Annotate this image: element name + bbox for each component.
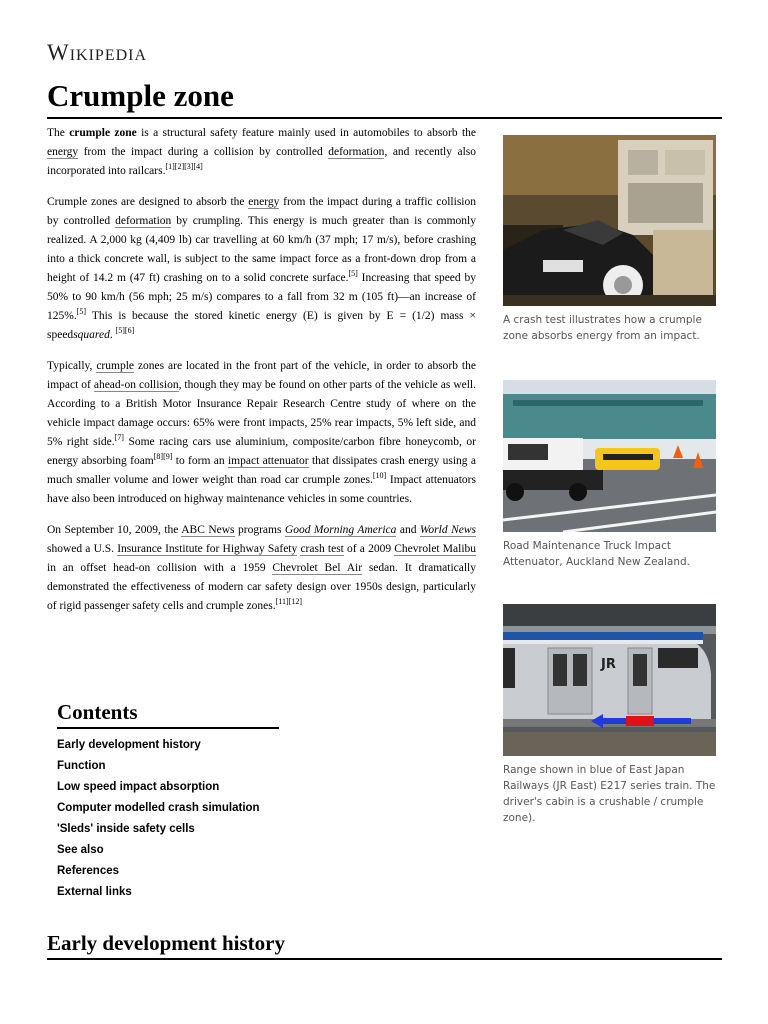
figure-caption: Road Maintenance Truck Impact Attenuator, Auckland New Zealand. [503,540,691,568]
jr-train-image[interactable] [503,604,716,756]
paragraph-1: The crumple zone is a structural safety feature mainly used in automobiles to absorb the energy from the impact during a collision by controlled deformation, and recently also incorporated into railcars.[1][2][3][4] [47,127,476,177]
reference-link[interactable]: [7] [114,433,124,443]
paragraph-3: Typically, crumple zones are located in the front part of the vehicle, in order to absorb the impact of ahead-on collision, though they may be found on other parts of the vehicle as well. According to a British Motor Insurance Repair Research Centre study of where on the vehicle impact damage occurs: 65% were front impacts, 25% rear impacts, 5% left side, and 5% right side.[7] Some racing cars use aluminium, composite/carbon fibre honeycomb, or energy absorbing foam[8][9] to form an impact attenuator that dissipates crash energy using a much smaller volume and lower weight than road car crumple zones.[10] Impact attenuators have also been introduced on highway maintenance vehicles in some countries. [47,360,477,505]
toc-item-external-links[interactable]: External links [57,886,132,898]
link-chevrolet-malibu[interactable]: Chevrolet Malibu [394,543,477,555]
figure-impact-attenuator [503,380,716,570]
link-crash-test[interactable]: crash test [300,543,344,555]
link-head-on-collision[interactable]: ahead-on collision [93,379,179,391]
page-title: Crumple zone [47,78,234,113]
link-chevrolet-bel-air[interactable]: Chevrolet Bel Air [272,562,363,574]
contents-heading: Contents [57,700,138,724]
section-divider [47,958,722,960]
toc-item-function[interactable]: Function [57,760,106,772]
figure-crash-test [503,135,716,344]
toc-item-low-speed-impact-absorption[interactable]: Low speed impact absorption [57,781,220,793]
paragraph-4: On September 10, 2009, the ABC News programs Good Morning America and World News showed a U.S. Insurance Institute for Highway Safety crash test of a 2009 Chevrolet Malibu in an offset head-on collision with a 1959 Chevrolet Bel Air sedan. It dramatically demonstrated the effectiveness of modern car safety design over 1950s design, particularly of rigid passenger safety cells and crumple zones.[11][12] [47,524,477,612]
reference-link[interactable]: [5] [76,307,87,317]
paragraph-2: Crumple zones are designed to absorb the energy from the impact during a traffic collision by controlled deformation by crumpling. This energy is much greater than is commonly realized. A 2,000 kg (4,409 lb) car travelling at 60 km/h (37 mph; 17 m/s), before crashing into a thick concrete wall, is subject to the same impact force as a front-down drop from a height of 14.2 m (47 ft) crashing on to a solid concrete surface.[5] Increasing that speed by 50% to 90 km/h (56 mph; 25 m/s) compares to a fall from 32 m (105 ft)—an increase of 125%.[5] This is because the stored kinetic energy (E) is given by E = (1/2) mass × speedsquared. [5][6] [47,196,476,341]
svg-text:JR: JR [601,657,616,672]
article-body [47,124,476,628]
figure-jr-train [503,604,716,826]
toc-item-see-also[interactable]: See also [57,844,104,856]
reference-link[interactable]: [10] [372,471,387,481]
title-divider [47,117,722,119]
link-iihs[interactable]: Insurance Institute for Highway Safety [117,543,298,555]
contents-divider [57,727,279,729]
contents-list [57,735,282,903]
impact-attenuator-image[interactable] [503,380,716,532]
section-heading-early-development: Early development history [47,931,285,955]
link-abc-news[interactable]: ABC News [181,524,235,536]
figure-caption: A crash test illustrates how a crumple zone absorbs energy from an impact. [503,314,702,342]
toc-item-references[interactable]: References [57,865,120,877]
link-world-news[interactable]: World News [419,524,476,536]
toc-item-early-development-history[interactable]: Early development history [57,739,201,751]
reference-link[interactable]: [5] [348,269,358,279]
link-good-morning-america[interactable]: Good Morning America [284,524,397,536]
reference-link[interactable]: [5][6] [115,326,135,336]
toc-item-sleds-inside-safety-cells[interactable]: 'Sleds' inside safety cells [57,823,195,835]
reference-link[interactable]: [1][2][3][4] [165,162,203,172]
link-impact-attenuator[interactable]: impact attenuator [227,455,309,467]
reference-link[interactable]: [11][12] [275,597,303,607]
link-deformation[interactable]: deformation [115,215,172,227]
table-of-contents [57,698,282,903]
link-energy[interactable]: energy [47,146,79,158]
toc-item-computer-modelled-crash-simulation[interactable]: Computer modelled crash simulation [57,802,260,814]
link-energy[interactable]: energy [248,196,280,208]
bold-term: crumple zone [69,127,137,139]
link-deformation[interactable]: deformation [328,146,385,158]
link-crumple[interactable]: crumple [96,360,134,372]
figure-caption: Range shown in blue of East Japan Railways (JR East) E217 series train. The driver's cabin is a crushable / crumple zone). [503,764,716,824]
reference-link[interactable]: [8][9] [153,452,173,462]
wikipedia-wordmark[interactable]: Wikipedia [47,40,148,65]
crash-test-image[interactable] [503,135,716,306]
